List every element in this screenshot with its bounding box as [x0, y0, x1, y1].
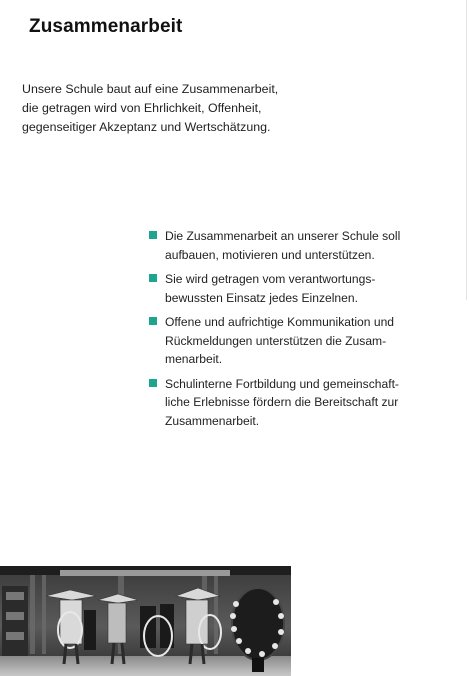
square-bullet-icon [149, 231, 157, 239]
bullet-item [149, 270, 449, 307]
bullet-item [149, 375, 449, 431]
bullet-line: Sie wird getragen vom verantwortungs- [165, 272, 376, 286]
page-title: Zusammenarbeit [29, 16, 183, 37]
intro-line: gegenseitiger Akzeptanz und Wertschätzung. [22, 120, 271, 134]
square-bullet-icon [149, 379, 157, 387]
square-bullet-icon [149, 274, 157, 282]
bullet-line: bewussten Einsatz jedes Einzelnen. [165, 290, 358, 305]
bullet-list [149, 227, 449, 436]
intro-paragraph [22, 80, 322, 137]
school-theater-photo [0, 566, 291, 676]
bullet-line: Die Zusammenarbeit an unserer Schule soll [165, 229, 401, 243]
bullet-line: menarbeit. [165, 352, 223, 366]
bullet-line: Schulinterne Fortbildung und gemeinschaft- [165, 376, 399, 391]
bullet-line: Zusammenarbeit. [165, 413, 260, 428]
bullet-line: aufbauen, motivieren und unterstützen. [165, 247, 375, 262]
bullet-item [149, 313, 449, 369]
bullet-line: Offene und aufrichtige Kommunikation und [165, 315, 395, 329]
bullet-line: liche Erlebnisse fördern die Bereitschaft zur [165, 395, 399, 409]
page-edge-line [466, 0, 467, 300]
bullet-line: Rückmeldungen unterstützen die Zusam- [165, 333, 387, 348]
intro-line: die getragen wird von Ehrlichkeit, Offenheit, [22, 101, 262, 115]
bullet-item [149, 227, 449, 264]
intro-line: Unsere Schule baut auf eine Zusammenarbeit, [22, 82, 279, 96]
square-bullet-icon [149, 317, 157, 325]
